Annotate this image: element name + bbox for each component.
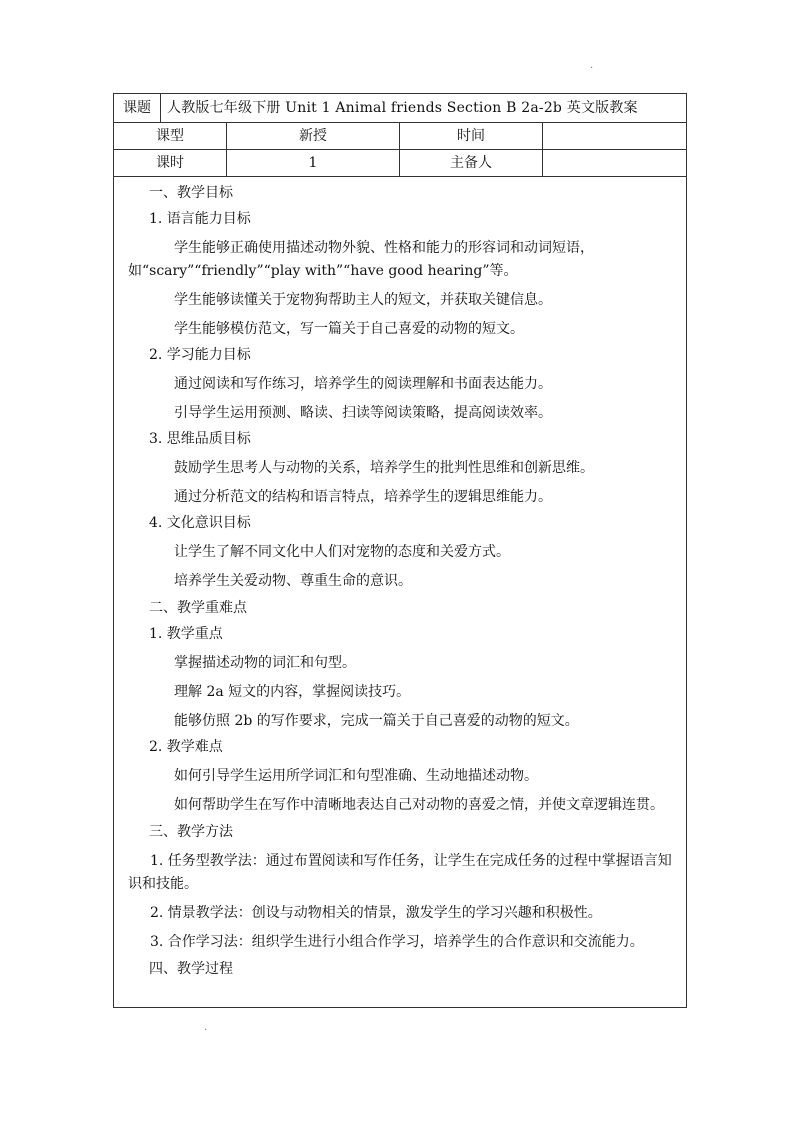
- type-label: 课型: [114, 123, 227, 150]
- footer-mark: .: [204, 1022, 208, 1033]
- content-body: [114, 177, 686, 981]
- subsection-heading: 1. 教学重点: [149, 626, 223, 642]
- paragraph: 学生能够读懂关于宠物狗帮助主人的短文，并获取关键信息。: [174, 292, 552, 308]
- subsection-heading: 4. 文化意识目标: [149, 515, 251, 531]
- subsection-heading: 2. 教学难点: [149, 739, 223, 755]
- subsection-heading: 1. 语言能力目标: [149, 211, 251, 227]
- method-item: 3. 合作学习法：组织学生进行小组合作学习，培养学生的合作意识和交流能力。: [150, 934, 644, 950]
- section-heading: 一、教学目标: [149, 185, 233, 201]
- time-value: [543, 123, 687, 150]
- paragraph: 如何引导学生运用所学词汇和句型准确、生动地描述动物。: [174, 768, 538, 784]
- paragraph: 学生能够模仿范文，写一篇关于自己喜爱的动物的短文。: [174, 321, 524, 337]
- paragraph: 理解 2a 短文的内容，掌握阅读技巧。: [174, 684, 411, 700]
- paragraph: 如何帮助学生在写作中清晰地表达自己对动物的喜爱之情，并使文章逻辑连贯。: [174, 797, 664, 813]
- paragraph: 能够仿照 2b 的写作要求，完成一篇关于自己喜爱的动物的短文。: [174, 713, 579, 729]
- preparer-value: [543, 150, 687, 177]
- paragraph: 让学生了解不同文化中人们对宠物的态度和关爱方式。: [174, 544, 510, 560]
- type-value: 新授: [227, 123, 400, 150]
- method-item: 2. 情景教学法：创设与动物相关的情景，激发学生的学习兴趣和积极性。: [150, 905, 602, 921]
- section-heading: 二、教学重难点: [149, 600, 247, 616]
- paragraph: 学生能够正确使用描述动物外貌、性格和能力的形容词和动词短语，如“scary”“friendly”“play with”“have good hearing”等。: [128, 240, 594, 279]
- header-mark: .: [590, 60, 594, 71]
- preparer-label: 主备人: [400, 150, 543, 177]
- title-value: 人教版七年级下册 Unit 1 Animal friends Section B 2a-2b 英文版教案: [161, 94, 687, 123]
- paragraph: 掌握描述动物的词汇和句型。: [174, 655, 356, 671]
- period-value: 1: [227, 150, 400, 177]
- period-row: [114, 150, 687, 177]
- content-cell: [114, 177, 687, 1008]
- time-label: 时间: [400, 123, 543, 150]
- section-heading: 三、教学方法: [149, 824, 233, 840]
- period-label: 课时: [114, 150, 227, 177]
- type-row: [114, 123, 687, 150]
- paragraph: 通过分析范文的结构和语言特点，培养学生的逻辑思维能力。: [174, 489, 552, 505]
- paragraph: 引导学生运用预测、略读、扫读等阅读策略，提高阅读效率。: [174, 405, 552, 421]
- method-item: 1. 任务型教学法：通过布置阅读和写作任务，让学生在完成任务的过程中掌握语言知识和技能。: [128, 853, 672, 892]
- title-label: 课题: [114, 94, 161, 123]
- title-row: [114, 94, 687, 123]
- lesson-plan-table: [113, 93, 687, 1008]
- subsection-heading: 3. 思维品质目标: [149, 431, 251, 447]
- paragraph: 鼓励学生思考人与动物的关系，培养学生的批判性思维和创新思维。: [174, 460, 594, 476]
- paragraph: 通过阅读和写作练习，培养学生的阅读理解和书面表达能力。: [174, 376, 552, 392]
- paragraph: 培养学生关爱动物、尊重生命的意识。: [174, 573, 412, 589]
- section-heading: 四、教学过程: [149, 961, 233, 977]
- subsection-heading: 2. 学习能力目标: [149, 347, 251, 363]
